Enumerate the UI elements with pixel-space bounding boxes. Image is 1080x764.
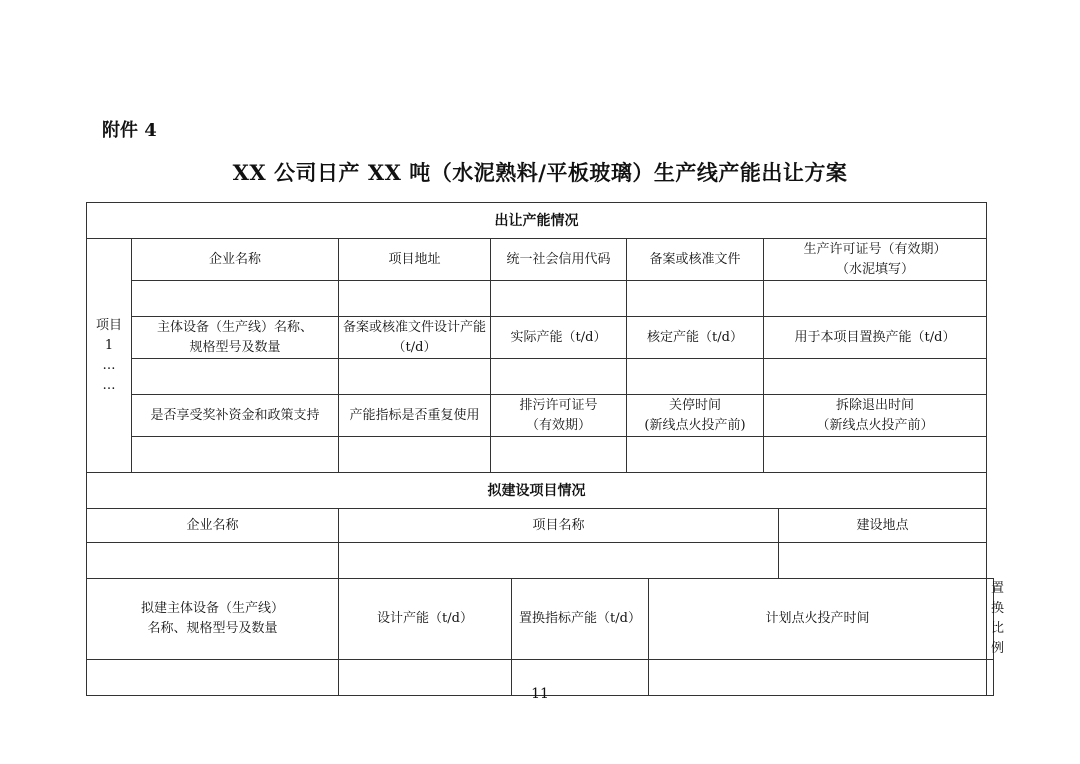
header-project-address: 项目地址 <box>339 239 491 281</box>
cell-new-project-name[interactable] <box>339 543 779 579</box>
cell-subsidy-support[interactable] <box>132 437 339 473</box>
cell-demolition-time[interactable] <box>764 437 987 473</box>
item-label-line: 项目 1 <box>95 317 122 353</box>
header-approved-capacity: 核定产能（t/d） <box>627 317 764 359</box>
capacity-transfer-table <box>86 202 1005 696</box>
header-new-enterprise-name: 企业名称 <box>87 509 339 543</box>
cell-actual-capacity[interactable] <box>491 359 627 395</box>
header-discharge-permit: 排污许可证号 （有效期） <box>491 395 627 437</box>
header-shutdown-time: 关停时间 (新线点火投产前) <box>627 395 764 437</box>
header-replacement-quota-capacity: 置换指标产能（t/d） <box>512 579 649 660</box>
header-replacement-capacity: 用于本项目置换产能（t/d） <box>764 317 987 359</box>
section-new-project-heading: 拟建设项目情况 <box>87 473 987 509</box>
header-credit-code: 统一社会信用代码 <box>491 239 627 281</box>
cell-enterprise-name[interactable] <box>132 281 339 317</box>
header-replacement-ratio: 置换比例 <box>987 579 994 660</box>
project-item-label <box>87 239 132 473</box>
document-title: XX 公司日产 XX 吨（水泥熟料/平板玻璃）生产线产能出让方案 <box>232 160 848 185</box>
cell-design-capacity[interactable] <box>339 359 491 395</box>
header-subsidy-support: 是否享受奖补资金和政策支持 <box>132 395 339 437</box>
header-planned-ignition-time: 计划点火投产时间 <box>649 579 987 660</box>
item-label-line: … <box>102 357 116 373</box>
header-new-main-equipment: 拟建主体设备（生产线） 名称、规格型号及数量 <box>87 579 339 660</box>
cell-approved-capacity[interactable] <box>627 359 764 395</box>
cell-new-enterprise-name[interactable] <box>87 543 339 579</box>
cell-shutdown-time[interactable] <box>627 437 764 473</box>
page-number: 11 <box>531 686 549 702</box>
cell-main-equipment[interactable] <box>132 359 339 395</box>
header-capacity-reuse: 产能指标是否重复使用 <box>339 395 491 437</box>
attachment-label: 附件 4 <box>102 120 157 141</box>
cell-discharge-permit[interactable] <box>491 437 627 473</box>
header-new-project-name: 项目名称 <box>339 509 779 543</box>
cell-filing-document[interactable] <box>627 281 764 317</box>
cell-project-address[interactable] <box>339 281 491 317</box>
cell-replacement-capacity[interactable] <box>764 359 987 395</box>
header-new-design-capacity: 设计产能（t/d） <box>339 579 512 660</box>
header-filing-document: 备案或核准文件 <box>627 239 764 281</box>
cell-credit-code[interactable] <box>491 281 627 317</box>
item-label-line: … <box>102 377 116 393</box>
header-actual-capacity: 实际产能（t/d） <box>491 317 627 359</box>
cell-capacity-reuse[interactable] <box>339 437 491 473</box>
header-demolition-time: 拆除退出时间 （新线点火投产前） <box>764 395 987 437</box>
header-main-equipment: 主体设备（生产线）名称、 规格型号及数量 <box>132 317 339 359</box>
header-production-license: 生产许可证号（有效期） （水泥填写） <box>764 239 987 281</box>
cell-production-license[interactable] <box>764 281 987 317</box>
section-transfer-heading: 出让产能情况 <box>87 203 987 239</box>
header-construction-site: 建设地点 <box>779 509 987 543</box>
header-enterprise-name: 企业名称 <box>132 239 339 281</box>
cell-construction-site[interactable] <box>779 543 987 579</box>
header-design-capacity: 备案或核准文件设计产能 （t/d） <box>339 317 491 359</box>
